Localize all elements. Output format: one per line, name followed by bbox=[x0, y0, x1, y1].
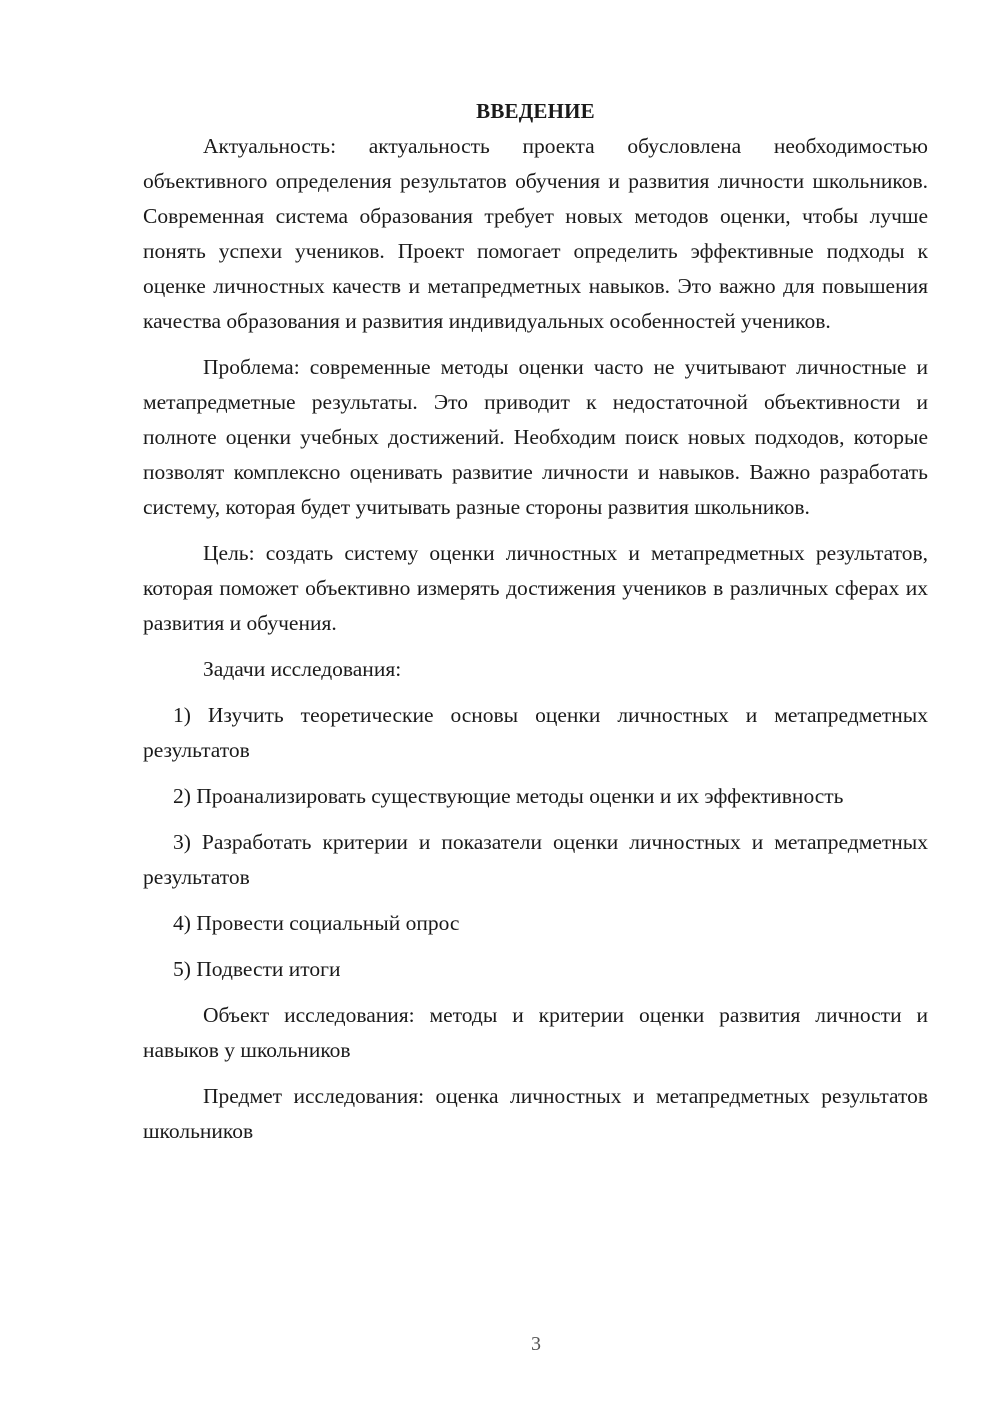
paragraph-goal: Цель: создать систему оценки личностных и метапредметных результатов, которая поможет объективно измерять достижения учеников в различных сферах их развития и обучения. bbox=[143, 541, 928, 635]
paragraph-relevance: Актуальность: актуальность проекта обусловлена необходимостью объективного определения результатов обучения и развития личности школьников. Современная система образования требует новых методов оценки, чтобы лучше понять успехи учеников. Проект помогает определить эффективные подходы к оценке личностных качеств и метапредметных навыков. Это важно для повышения качества образования и развития индивидуальных особенностей учеников. bbox=[143, 134, 928, 333]
document-body bbox=[143, 94, 928, 1149]
task-item-3: 3) Разработать критерии и показатели оценки личностных и метапредметных результатов bbox=[143, 830, 928, 889]
tasks-heading: Задачи исследования: bbox=[203, 657, 402, 681]
task-item-2: 2) Проанализировать существующие методы оценки и их эффективность bbox=[173, 784, 844, 808]
page-number: 3 bbox=[531, 1333, 541, 1355]
section-title: ВВЕДЕНИЕ bbox=[476, 99, 595, 123]
task-item-5: 5) Подвести итоги bbox=[173, 957, 341, 981]
paragraph-problem: Проблема: современные методы оценки часто не учитывают личностные и метапредметные результаты. Это приводит к недостаточной объективности и полноте оценки учебных достижений. Необходим поиск новых подходов, которые позволят комплексно оценивать развитие личности и навыков. Важно разработать систему, которая будет учитывать разные стороны развития школьников. bbox=[143, 355, 928, 519]
task-item-4: 4) Провести социальный опрос bbox=[173, 911, 460, 935]
task-item-1: 1) Изучить теоретические основы оценки личностных и метапредметных результатов bbox=[143, 703, 928, 762]
paragraph-subject: Предмет исследования: оценка личностных и метапредметных результатов школьников bbox=[143, 1084, 928, 1143]
paragraph-object: Объект исследования: методы и критерии оценки развития личности и навыков у школьников bbox=[143, 1003, 928, 1062]
